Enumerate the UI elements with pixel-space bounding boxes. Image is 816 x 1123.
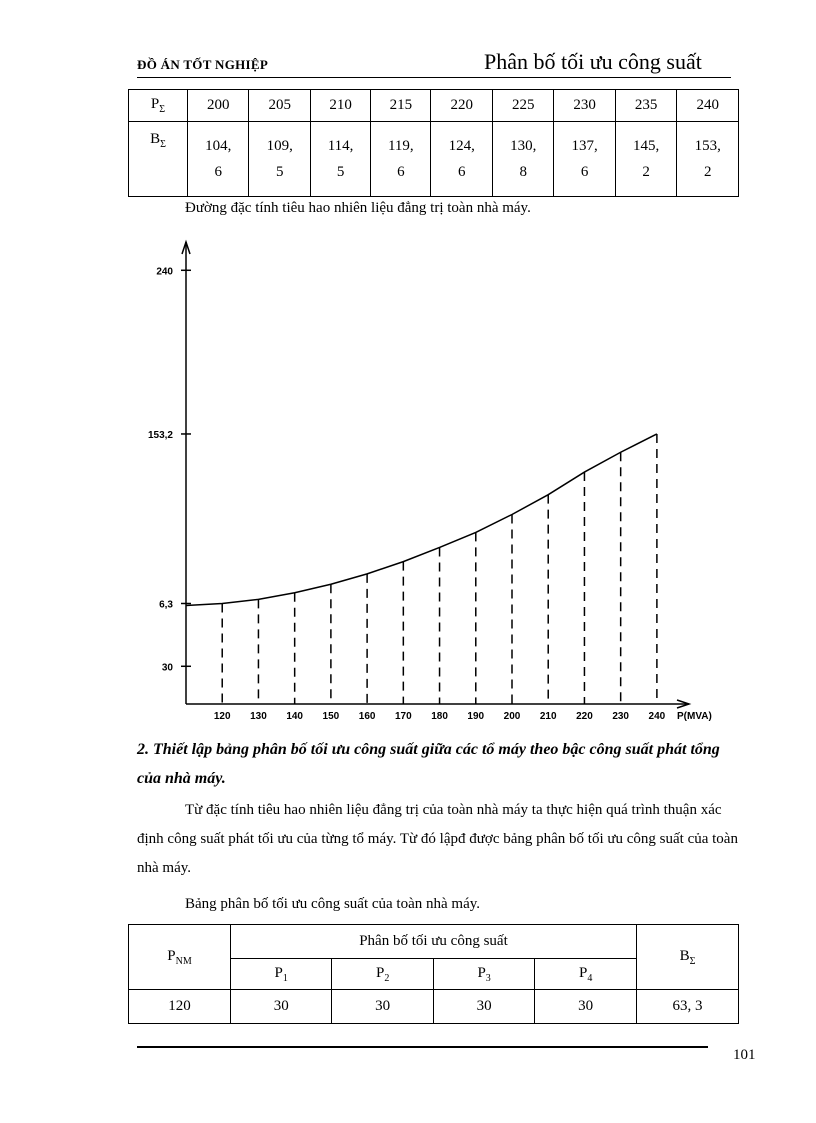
y-tick-label: 6,3 bbox=[159, 599, 173, 611]
p-cell: 220 bbox=[431, 90, 492, 122]
b-cell: 109, 5 bbox=[249, 122, 310, 197]
footer-divider bbox=[137, 1046, 708, 1048]
p1-cell: 30 bbox=[231, 990, 332, 1024]
header-row bbox=[129, 925, 739, 959]
fuel-table bbox=[128, 89, 739, 197]
p-cell: 225 bbox=[492, 90, 553, 122]
p-label: $P_\Sigma$ bbox=[129, 90, 188, 122]
b-label: $B_\Sigma$ bbox=[129, 122, 188, 197]
x-tick-label: 130 bbox=[250, 711, 267, 722]
b-row bbox=[129, 122, 739, 197]
pnm-cell: 120 bbox=[129, 990, 231, 1024]
b-cell: 145, 2 bbox=[615, 122, 676, 197]
table-caption: Bảng phân bố tối ưu công suất của toàn nhà máy. bbox=[185, 896, 481, 912]
x-tick-label: 200 bbox=[503, 711, 521, 722]
pnm-header: $P_{NM}$ bbox=[129, 925, 231, 990]
x-tick-label: 230 bbox=[612, 711, 630, 722]
p-cell: 210 bbox=[310, 90, 370, 122]
b-cell: 63, 3 bbox=[637, 990, 739, 1024]
x-tick-label: 160 bbox=[358, 711, 376, 722]
b-cell: 114, 5 bbox=[310, 122, 370, 197]
header-title: ĐỒ ÁN TỐT NGHIỆP bbox=[137, 57, 269, 72]
y-tick-label: 153,2 bbox=[147, 429, 173, 441]
table-row bbox=[129, 990, 739, 1024]
p1-header: $P_1$ bbox=[231, 959, 332, 990]
section-title: 2. Thiết lập bảng phân bố tối ưu công suất giữa các tổ máy theo bậc công suất phát tổng của nhà máy. bbox=[137, 741, 720, 787]
x-tick-label: 180 bbox=[431, 711, 448, 722]
fuel-consumption-chart bbox=[130, 232, 730, 727]
b-cell: 119, 6 bbox=[371, 122, 431, 197]
p-cell: 240 bbox=[677, 90, 739, 122]
fuel-curve bbox=[186, 434, 657, 606]
y-tick-label: 240 bbox=[156, 266, 173, 278]
p-cell: 215 bbox=[371, 90, 431, 122]
p-cell: 230 bbox=[554, 90, 615, 122]
p2-cell: 30 bbox=[332, 990, 433, 1024]
x-tick-label: 140 bbox=[286, 711, 304, 722]
x-tick-label: 120 bbox=[213, 711, 231, 722]
b-cell: 104, 6 bbox=[188, 122, 249, 197]
p-row bbox=[129, 90, 739, 122]
x-tick-label: 240 bbox=[648, 711, 666, 722]
x-tick-label: 190 bbox=[467, 711, 485, 722]
p4-header: $P_4$ bbox=[535, 959, 637, 990]
y-tick-label: 30 bbox=[161, 662, 173, 674]
b-cell: 130, 8 bbox=[492, 122, 553, 197]
p4-cell: 30 bbox=[535, 990, 637, 1024]
x-axis-label: P(MVA) bbox=[677, 711, 712, 722]
b-cell: 124, 6 bbox=[431, 122, 492, 197]
x-tick-label: 150 bbox=[322, 711, 340, 722]
b-header: $B_\Sigma$ bbox=[637, 925, 739, 990]
p3-cell: 30 bbox=[433, 990, 534, 1024]
p3-header: $P_3$ bbox=[433, 959, 534, 990]
b-cell: 153, 2 bbox=[677, 122, 739, 197]
paragraph: Từ đặc tính tiêu hao nhiên liệu đẳng trị của toàn nhà máy ta thực hiện quá trình thuận xác định công suất phát tối ưu của từng tổ máy. Từ đó lậpđ được bảng phân bố tối ưu công suất của toàn nhà máy. bbox=[137, 802, 738, 876]
header-divider bbox=[137, 77, 731, 78]
x-tick-label: 220 bbox=[576, 711, 593, 722]
p-cell: 200 bbox=[188, 90, 249, 122]
x-tick-label: 170 bbox=[394, 711, 412, 722]
page-number: 101 bbox=[733, 1047, 756, 1063]
p-cell: 205 bbox=[249, 90, 310, 122]
p-cell: 235 bbox=[615, 90, 676, 122]
x-tick-label: 210 bbox=[539, 711, 557, 722]
allocation-table bbox=[128, 924, 739, 1024]
group-header: Phân bố tối ưu công suất bbox=[231, 925, 637, 959]
p2-header: $P_2$ bbox=[332, 959, 433, 990]
header-chapter: Phân bố tối ưu công suất bbox=[484, 49, 702, 74]
chart-caption: Đường đặc tính tiêu hao nhiên liệu đẳng trị toàn nhà máy. bbox=[185, 200, 531, 216]
b-cell: 137, 6 bbox=[554, 122, 615, 197]
